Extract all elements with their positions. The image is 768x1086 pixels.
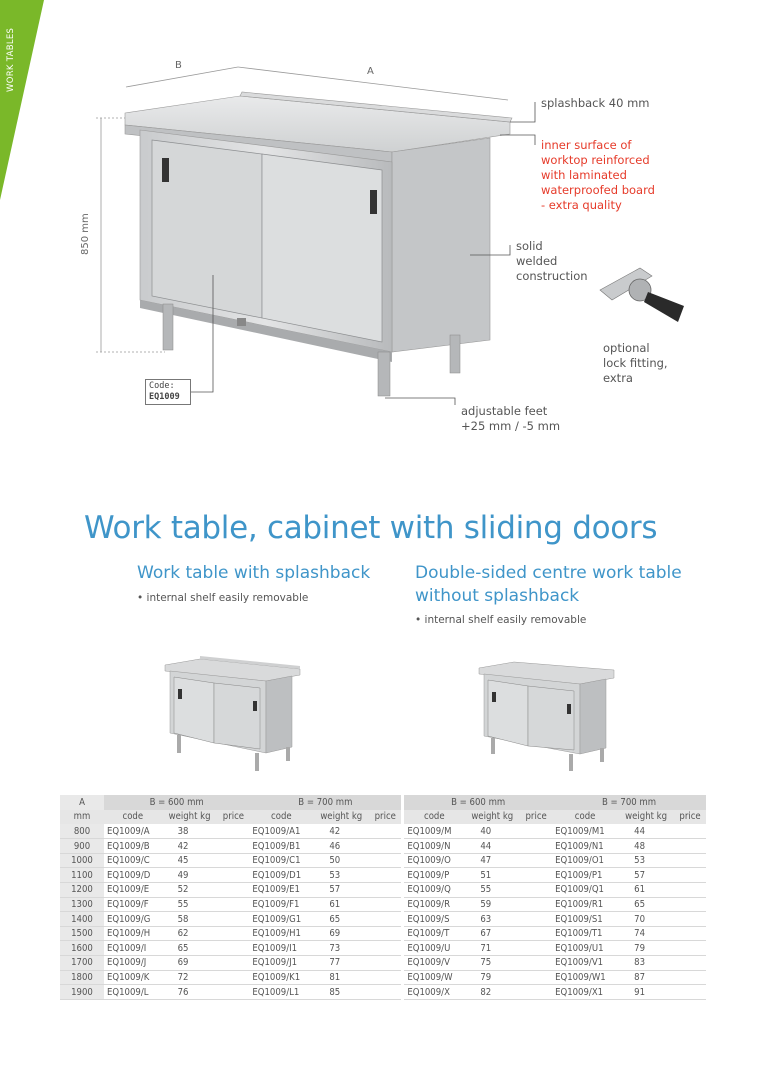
- cell-price: [218, 985, 250, 1000]
- cell-weight: 57: [313, 883, 369, 898]
- cell-price: [218, 824, 250, 839]
- cell-price: [218, 883, 250, 898]
- cell-price: [520, 897, 552, 912]
- cell-code: EQ1009/F1: [249, 897, 313, 912]
- cell-code: EQ1009/T1: [552, 926, 618, 941]
- col-price: price: [674, 810, 706, 825]
- code-label: Code:: [149, 381, 175, 391]
- cell-weight: 44: [618, 824, 674, 839]
- cell-price: [369, 941, 403, 956]
- group-header: B = 600 mm: [403, 795, 552, 810]
- cell-code: EQ1009/T: [403, 926, 465, 941]
- cell-code: EQ1009/A1: [249, 824, 313, 839]
- cell-weight: 42: [313, 824, 369, 839]
- code-value: EQ1009: [149, 392, 180, 402]
- cell-code: EQ1009/S: [403, 912, 465, 927]
- cell-weight: 73: [313, 941, 369, 956]
- cell-weight: 67: [464, 926, 520, 941]
- cell-weight: 46: [313, 839, 369, 854]
- table-sub-header: [60, 810, 706, 825]
- cell-code: EQ1009/K1: [249, 970, 313, 985]
- cell-price: [520, 868, 552, 883]
- group-header: B = 700 mm: [552, 795, 706, 810]
- annotation-line: waterproofed board: [541, 183, 655, 197]
- cell-price: [218, 897, 250, 912]
- cell-code: EQ1009/J1: [249, 956, 313, 971]
- table-row: [60, 853, 706, 868]
- cell-code: EQ1009/L1: [249, 985, 313, 1000]
- cell-weight: 87: [618, 970, 674, 985]
- cell-weight: 55: [162, 897, 218, 912]
- cell-weight: 75: [464, 956, 520, 971]
- cell-price: [520, 839, 552, 854]
- product-photo-double-sided: [474, 660, 619, 775]
- cell-code: EQ1009/G1: [249, 912, 313, 927]
- cell-length: 1700: [60, 956, 104, 971]
- cell-price: [369, 912, 403, 927]
- lock-annotation: [603, 341, 668, 386]
- cell-price: [674, 912, 706, 927]
- heading-line: Double-sided centre work table: [415, 563, 682, 583]
- cell-price: [218, 839, 250, 854]
- cell-code: EQ1009/H: [104, 926, 162, 941]
- annotation-line: solid: [516, 239, 543, 253]
- cell-price: [520, 853, 552, 868]
- cell-price: [674, 956, 706, 971]
- cell-weight: 79: [464, 970, 520, 985]
- cell-price: [369, 970, 403, 985]
- cell-code: EQ1009/N: [403, 839, 465, 854]
- cell-price: [520, 985, 552, 1000]
- cell-price: [674, 897, 706, 912]
- table-row: [60, 926, 706, 941]
- cell-weight: 69: [313, 926, 369, 941]
- cell-price: [674, 824, 706, 839]
- cell-weight: 59: [464, 897, 520, 912]
- annotation-line: extra: [603, 371, 633, 385]
- cell-price: [218, 941, 250, 956]
- cell-code: EQ1009/E1: [249, 883, 313, 898]
- cell-weight: 40: [464, 824, 520, 839]
- a-header: A: [60, 795, 104, 810]
- col-code: code: [552, 810, 618, 825]
- cell-price: [218, 970, 250, 985]
- col-price: price: [369, 810, 403, 825]
- cell-code: EQ1009/N1: [552, 839, 618, 854]
- heading-line: Work table with splashback: [137, 563, 371, 583]
- cell-weight: 53: [618, 853, 674, 868]
- cell-code: EQ1009/G: [104, 912, 162, 927]
- group-header: B = 700 mm: [249, 795, 402, 810]
- table-row: [60, 970, 706, 985]
- cell-weight: 71: [464, 941, 520, 956]
- cell-length: 1400: [60, 912, 104, 927]
- cell-price: [674, 926, 706, 941]
- cell-price: [369, 824, 403, 839]
- cell-weight: 65: [162, 941, 218, 956]
- cell-code: EQ1009/D1: [249, 868, 313, 883]
- cell-weight: 70: [618, 912, 674, 927]
- cell-code: EQ1009/X: [403, 985, 465, 1000]
- table-row: [60, 883, 706, 898]
- table-row: [60, 941, 706, 956]
- cell-price: [218, 868, 250, 883]
- cell-price: [674, 853, 706, 868]
- feet-annotation: [461, 404, 560, 434]
- annotation-line: optional: [603, 341, 650, 355]
- cell-weight: 74: [618, 926, 674, 941]
- cell-price: [369, 868, 403, 883]
- cell-weight: 69: [162, 956, 218, 971]
- inner-surface-annotation: [541, 138, 655, 213]
- cell-code: EQ1009/I: [104, 941, 162, 956]
- cell-price: [369, 839, 403, 854]
- annotation-line: with laminated: [541, 168, 627, 182]
- cell-weight: 85: [313, 985, 369, 1000]
- cell-weight: 65: [313, 912, 369, 927]
- table-row: [60, 897, 706, 912]
- cell-weight: 79: [618, 941, 674, 956]
- cell-length: 1500: [60, 926, 104, 941]
- cell-price: [369, 897, 403, 912]
- cell-length: 1900: [60, 985, 104, 1000]
- cell-weight: 51: [464, 868, 520, 883]
- cell-weight: 42: [162, 839, 218, 854]
- col-code: code: [104, 810, 162, 825]
- table-row: [60, 912, 706, 927]
- cell-code: EQ1009/O: [403, 853, 465, 868]
- cell-price: [218, 853, 250, 868]
- annotation-line: welded: [516, 254, 558, 268]
- dimension-a: A: [367, 66, 374, 77]
- cell-weight: 49: [162, 868, 218, 883]
- cell-price: [520, 941, 552, 956]
- cell-code: EQ1009/L: [104, 985, 162, 1000]
- cell-length: 1000: [60, 853, 104, 868]
- lock-fitting-image: [600, 268, 684, 322]
- col-weight: weight kg: [464, 810, 520, 825]
- cell-weight: 50: [313, 853, 369, 868]
- annotation-line: lock fitting,: [603, 356, 668, 370]
- cell-code: EQ1009/F: [104, 897, 162, 912]
- cell-weight: 55: [464, 883, 520, 898]
- cell-code: EQ1009/W: [403, 970, 465, 985]
- col-price: price: [520, 810, 552, 825]
- cell-price: [369, 926, 403, 941]
- cell-weight: 61: [618, 883, 674, 898]
- col-weight: weight kg: [313, 810, 369, 825]
- col-weight: weight kg: [618, 810, 674, 825]
- cell-weight: 52: [162, 883, 218, 898]
- cell-weight: 76: [162, 985, 218, 1000]
- table-row: [60, 824, 706, 839]
- cell-code: EQ1009/J: [104, 956, 162, 971]
- cell-weight: 53: [313, 868, 369, 883]
- col-weight: weight kg: [162, 810, 218, 825]
- table-row: [60, 868, 706, 883]
- dimension-height: 850 mm: [80, 213, 91, 255]
- product-photo-with-splashback: [160, 655, 305, 775]
- cell-weight: 63: [464, 912, 520, 927]
- construction-annotation: [516, 239, 588, 284]
- cell-code: EQ1009/I1: [249, 941, 313, 956]
- cell-price: [218, 956, 250, 971]
- heading-line: without splashback: [415, 586, 580, 606]
- variant-bullet: • internal shelf easily removable: [415, 614, 587, 626]
- cell-code: EQ1009/M1: [552, 824, 618, 839]
- cell-price: [369, 853, 403, 868]
- cell-code: EQ1009/C1: [249, 853, 313, 868]
- section-tab-label: WORK TABLES: [6, 27, 16, 92]
- cell-code: EQ1009/V1: [552, 956, 618, 971]
- col-code: code: [249, 810, 313, 825]
- cell-price: [369, 956, 403, 971]
- annotation-line: worktop reinforced: [541, 153, 650, 167]
- cell-price: [674, 941, 706, 956]
- cell-code: EQ1009/R1: [552, 897, 618, 912]
- cell-weight: 81: [313, 970, 369, 985]
- cell-code: EQ1009/Q: [403, 883, 465, 898]
- cell-code: EQ1009/U1: [552, 941, 618, 956]
- cell-weight: 48: [618, 839, 674, 854]
- cell-length: 1800: [60, 970, 104, 985]
- cell-price: [520, 926, 552, 941]
- cell-code: EQ1009/P: [403, 868, 465, 883]
- cell-code: EQ1009/S1: [552, 912, 618, 927]
- cell-price: [520, 956, 552, 971]
- cell-weight: 62: [162, 926, 218, 941]
- cell-weight: 83: [618, 956, 674, 971]
- cell-price: [520, 883, 552, 898]
- cell-weight: 45: [162, 853, 218, 868]
- cell-price: [369, 883, 403, 898]
- cell-price: [674, 970, 706, 985]
- cabinet-illustration: [0, 0, 768, 460]
- cell-code: EQ1009/X1: [552, 985, 618, 1000]
- annotation-line: - extra quality: [541, 198, 622, 212]
- cell-code: EQ1009/B: [104, 839, 162, 854]
- cell-weight: 77: [313, 956, 369, 971]
- spec-table: [60, 795, 706, 1000]
- cell-code: EQ1009/D: [104, 868, 162, 883]
- splashback-annotation: splashback 40 mm: [541, 96, 650, 110]
- annotation-line: +25 mm / -5 mm: [461, 419, 561, 433]
- cell-weight: 44: [464, 839, 520, 854]
- cell-length: 1300: [60, 897, 104, 912]
- variant-heading-double-sided: [415, 562, 682, 608]
- cell-code: EQ1009/E: [104, 883, 162, 898]
- table-row: [60, 985, 706, 1000]
- cell-weight: 57: [618, 868, 674, 883]
- cell-weight: 47: [464, 853, 520, 868]
- cell-code: EQ1009/Q1: [552, 883, 618, 898]
- table-row: [60, 956, 706, 971]
- annotation-line: adjustable feet: [461, 404, 548, 418]
- variant-bullet: • internal shelf easily removable: [137, 592, 309, 604]
- cell-price: [369, 985, 403, 1000]
- cell-code: EQ1009/R: [403, 897, 465, 912]
- cell-weight: 82: [464, 985, 520, 1000]
- cell-length: 1100: [60, 868, 104, 883]
- cell-weight: 65: [618, 897, 674, 912]
- col-code: code: [403, 810, 465, 825]
- cell-price: [218, 912, 250, 927]
- annotation-line: inner surface of: [541, 138, 632, 152]
- cell-code: EQ1009/O1: [552, 853, 618, 868]
- cell-price: [520, 912, 552, 927]
- product-code-box: [145, 379, 191, 405]
- a-unit: mm: [60, 810, 104, 825]
- cell-weight: 91: [618, 985, 674, 1000]
- cell-price: [218, 926, 250, 941]
- cell-code: EQ1009/U: [403, 941, 465, 956]
- cell-length: 1200: [60, 883, 104, 898]
- cell-price: [674, 868, 706, 883]
- cell-weight: 38: [162, 824, 218, 839]
- cell-price: [674, 883, 706, 898]
- cell-code: EQ1009/P1: [552, 868, 618, 883]
- table-group-header: [60, 795, 706, 810]
- cell-length: 800: [60, 824, 104, 839]
- cell-weight: 58: [162, 912, 218, 927]
- cell-weight: 61: [313, 897, 369, 912]
- col-price: price: [218, 810, 250, 825]
- cell-length: 900: [60, 839, 104, 854]
- cell-code: EQ1009/A: [104, 824, 162, 839]
- cell-code: EQ1009/W1: [552, 970, 618, 985]
- cell-code: EQ1009/B1: [249, 839, 313, 854]
- table-row: [60, 839, 706, 854]
- dimension-b: B: [175, 60, 182, 71]
- cell-length: 1600: [60, 941, 104, 956]
- variant-heading-splashback: [137, 562, 370, 585]
- cell-code: EQ1009/C: [104, 853, 162, 868]
- cell-price: [674, 985, 706, 1000]
- cell-code: EQ1009/K: [104, 970, 162, 985]
- cell-code: EQ1009/V: [403, 956, 465, 971]
- cell-code: EQ1009/H1: [249, 926, 313, 941]
- cell-weight: 72: [162, 970, 218, 985]
- cell-price: [674, 839, 706, 854]
- page-title: Work table, cabinet with sliding doors: [84, 510, 658, 546]
- group-header: B = 600 mm: [104, 795, 249, 810]
- cell-code: EQ1009/M: [403, 824, 465, 839]
- product-diagram: [0, 0, 768, 460]
- annotation-line: construction: [516, 269, 588, 283]
- cell-price: [520, 970, 552, 985]
- cell-price: [520, 824, 552, 839]
